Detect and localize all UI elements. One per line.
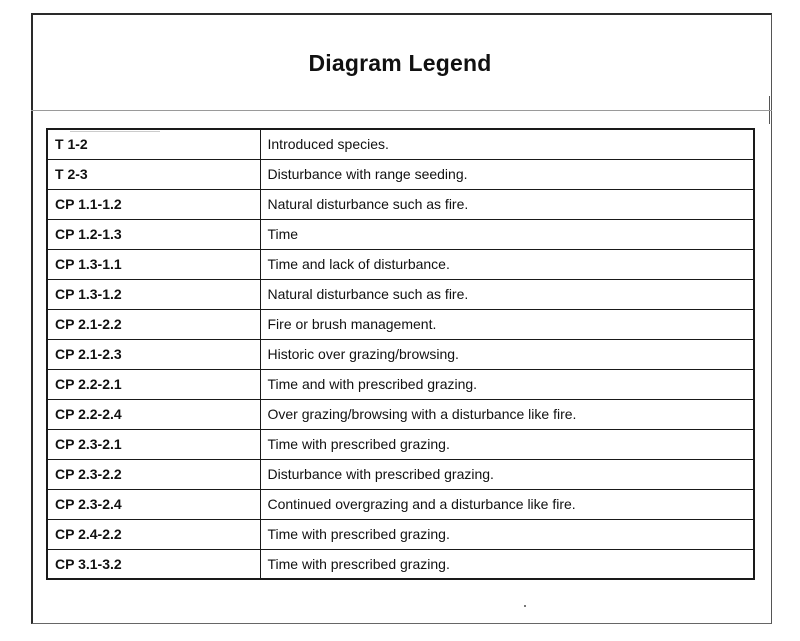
- transition-code: CP 1.3-1.2: [47, 279, 260, 309]
- table-row: [47, 459, 754, 489]
- table-row: [47, 129, 754, 159]
- table-row: [47, 549, 754, 579]
- transition-description: Time with prescribed grazing.: [260, 549, 754, 579]
- transition-description: Historic over grazing/browsing.: [260, 339, 754, 369]
- legend-table: [46, 128, 755, 580]
- transition-code: CP 2.4-2.2: [47, 519, 260, 549]
- transition-code: CP 2.3-2.2: [47, 459, 260, 489]
- table-row: [47, 429, 754, 459]
- table-row: [47, 339, 754, 369]
- table-row: [47, 279, 754, 309]
- transition-code: CP 1.2-1.3: [47, 219, 260, 249]
- table-row: [47, 249, 754, 279]
- transition-code: T 1-2: [47, 129, 260, 159]
- table-row: [47, 489, 754, 519]
- transition-code: CP 2.2-2.4: [47, 399, 260, 429]
- transition-code: CP 2.3-2.1: [47, 429, 260, 459]
- table-row: [47, 519, 754, 549]
- transition-description: Time and lack of disturbance.: [260, 249, 754, 279]
- transition-description: Time with prescribed grazing.: [260, 519, 754, 549]
- transition-code: CP 1.3-1.1: [47, 249, 260, 279]
- transition-description: Natural disturbance such as fire.: [260, 189, 754, 219]
- transition-description: Over grazing/browsing with a disturbance like fire.: [260, 399, 754, 429]
- table-row: [47, 219, 754, 249]
- transition-code: CP 1.1-1.2: [47, 189, 260, 219]
- transition-code: T 2-3: [47, 159, 260, 189]
- scan-speck: [524, 605, 526, 607]
- table-row: [47, 189, 754, 219]
- header-divider: [31, 110, 772, 111]
- transition-description: Disturbance with range seeding.: [260, 159, 754, 189]
- table-row: [47, 159, 754, 189]
- transition-description: Fire or brush management.: [260, 309, 754, 339]
- transition-code: CP 2.2-2.1: [47, 369, 260, 399]
- transition-code: CP 2.1-2.3: [47, 339, 260, 369]
- legend-title: Diagram Legend: [308, 50, 492, 76]
- scan-artifact: [70, 131, 160, 132]
- transition-code: CP 2.1-2.2: [47, 309, 260, 339]
- transition-description: Continued overgrazing and a disturbance like fire.: [260, 489, 754, 519]
- transition-code: CP 3.1-3.2: [47, 549, 260, 579]
- transition-code: CP 2.3-2.4: [47, 489, 260, 519]
- transition-description: Natural disturbance such as fire.: [260, 279, 754, 309]
- transition-description: Introduced species.: [260, 129, 754, 159]
- table-row: [47, 309, 754, 339]
- table-row: [47, 369, 754, 399]
- table-row: [47, 399, 754, 429]
- transition-description: Time and with prescribed grazing.: [260, 369, 754, 399]
- transition-description: Time: [260, 219, 754, 249]
- transition-description: Disturbance with prescribed grazing.: [260, 459, 754, 489]
- transition-description: Time with prescribed grazing.: [260, 429, 754, 459]
- legend-table-body: [47, 129, 754, 579]
